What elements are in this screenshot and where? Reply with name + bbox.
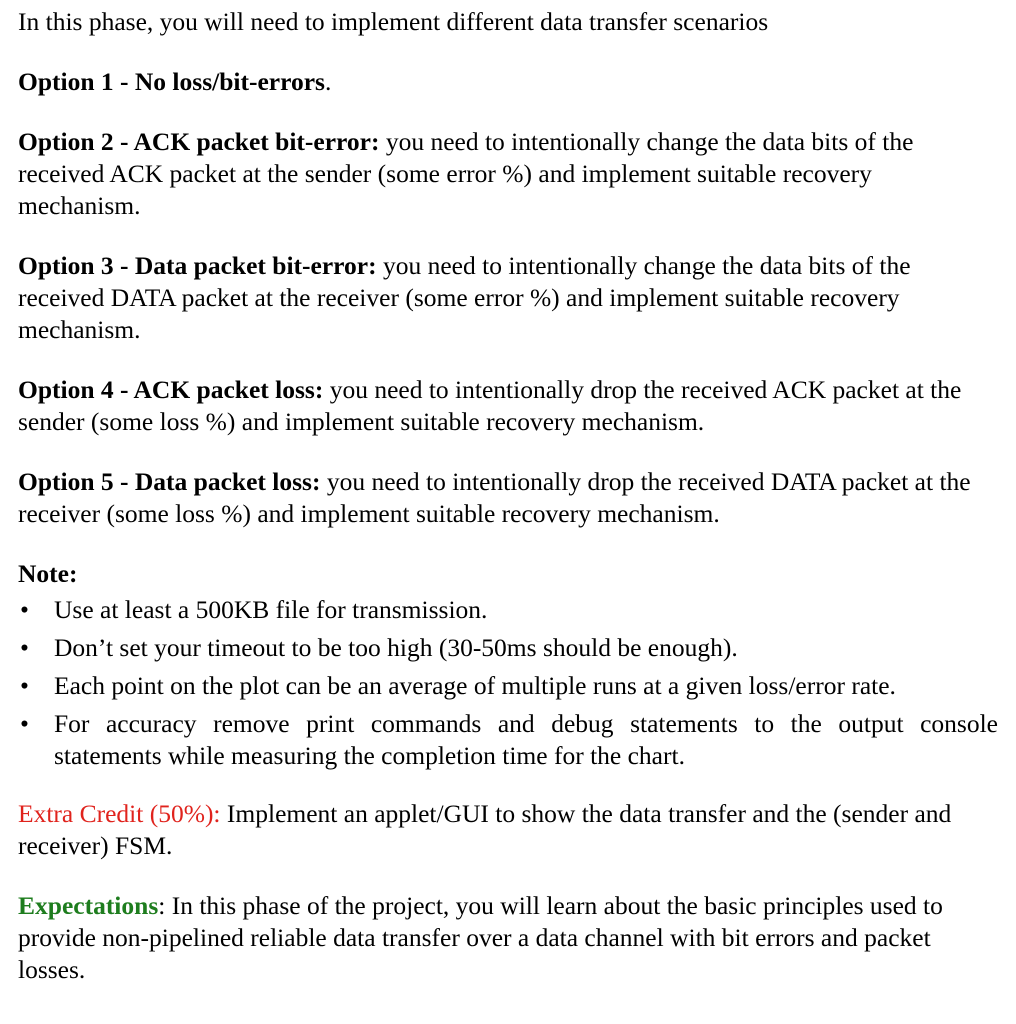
bullet-icon: • [20, 671, 29, 700]
note-item-text: Each point on the plot can be an average of multiple runs at a given loss/error rate. [54, 671, 896, 700]
option-1 [18, 66, 998, 98]
option-4 [18, 374, 998, 438]
bullet-icon: • [20, 595, 29, 624]
note-item-text: Don’t set your timeout to be too high (30-50ms should be enough). [54, 633, 738, 662]
note-title: Note: [18, 559, 78, 588]
note-heading [18, 558, 998, 590]
option-2-label: Option 2 - ACK packet bit-error: [18, 127, 380, 156]
option-1-label: Option 1 - No loss/bit-errors [18, 67, 325, 96]
option-4-text: you need to intentionally drop the received ACK packet at the sender (some loss %) and implement suitable recovery mechanism. [18, 375, 962, 436]
note-item-text: Use at least a 500KB file for transmission. [54, 595, 488, 624]
extra-credit-text: Implement an applet/GUI to show the data transfer and the (sender and receiver) FSM. [18, 799, 952, 860]
note-item-text: For accuracy remove print commands and debug statements to the output console statements while measuring the completion time for the chart. [54, 709, 998, 770]
extra-credit [18, 798, 998, 862]
option-3-label: Option 3 - Data packet bit-error: [18, 251, 377, 280]
expectations-label: Expectations [18, 891, 159, 920]
option-5-label: Option 5 - Data packet loss: [18, 467, 321, 496]
expectations-text: : In this phase of the project, you will learn about the basic principles used to provide non-pipelined reliable data transfer over a data channel with bit errors and packet losses. [18, 891, 943, 984]
option-3 [18, 250, 998, 346]
option-4-label: Option 4 - ACK packet loss: [18, 375, 324, 404]
expectations [18, 890, 998, 986]
option-5-text: you need to intentionally drop the received DATA packet at the receiver (some loss %) and implement suitable recovery mechanism. [18, 467, 971, 528]
option-2 [18, 126, 998, 222]
note-item [18, 708, 998, 772]
bullet-icon: • [20, 709, 29, 738]
intro-text: In this phase, you will need to implement different data transfer scenarios [18, 7, 769, 36]
note-item [18, 632, 998, 664]
extra-credit-label: Extra Credit (50%): [18, 799, 221, 828]
note-list [18, 594, 998, 772]
note-item [18, 670, 998, 702]
note-item [18, 594, 998, 626]
bullet-icon: • [20, 633, 29, 662]
option-1-text: . [324, 67, 332, 96]
option-3-text: you need to intentionally change the data bits of the received DATA packet at the receiver (some error %) and implement suitable recovery mechanism. [18, 251, 911, 344]
option-5 [18, 466, 998, 530]
option-2-text: you need to intentionally change the data bits of the received ACK packet at the sender (some error %) and implement suitable recovery mechanism. [18, 127, 914, 220]
